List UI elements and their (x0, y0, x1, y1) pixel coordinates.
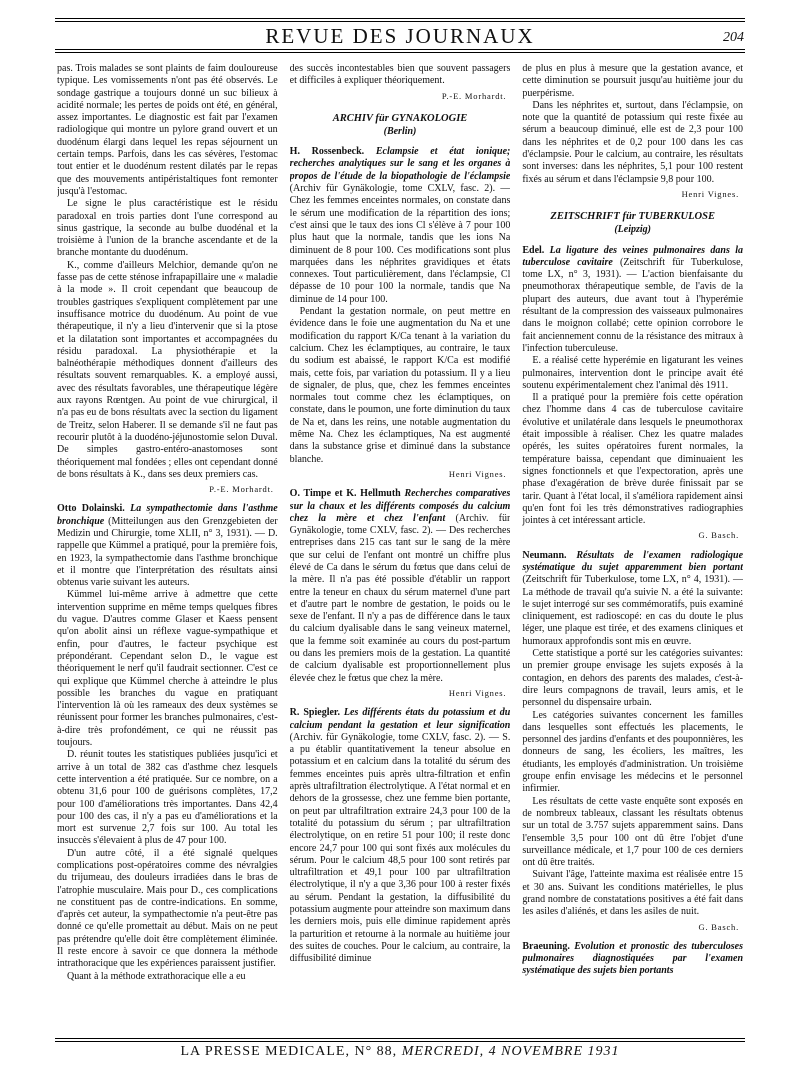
paragraph: D. réunit toutes les statistiques publiées jusqu'ici et arrive à un total de 382 cas d'asthme chez lesquels cette intervention a été pratiquée. Sur ce nombre, on a obtenu 31,6 pour 100 de guérisons complètes, 17,2 pour 100 d'améliorations très importantes. Dans 42,4 pour 100 des cas, il n'y a pas eu d'améliorations et la mort est survenue 2,7 fois sur 100. Au total les insuccès s'élevaient à plus de 47 pour 100. (57, 749, 278, 847)
paragraph: Suivant l'âge, l'atteinte maxima est réalisée entre 15 et 30 ans. Suivant les conditions matérielles, le plus grand nombre de constatations positives a été fait dans les asiles d'aliénés, et dans les asiles de nuit. (522, 869, 743, 918)
article-author: Neumann. (522, 549, 567, 561)
signature: G. Basch. (698, 921, 740, 932)
column-2 (290, 63, 511, 1033)
paragraph: D'un autre côté, il a été signalé quelques complications post-opératoires comme des névralgies du trijumeau, des douleurs irradiées dans le bras de l'atrophie musculaire. Mais pour D., ces complications ne constituent pas de contre-indications. En somme, d'après cet auteur, la sympathectomie n'a peut-être pas donné ce qu'elle promettait au début. Mais on ne peut pas prétendre qu'elle doit être complètement éliminée. Il reste encore à savoir ce que donnera la méthode intrathoracique que les expériences paraissent justifier. (57, 847, 278, 970)
article-body: La méthode de travail qu'a suivie N. a été la suivante: le sujet interrogé sur ses commémoratifs, puis examiné cliniquement, est radioscopé: en cas du doute le plus léger, une plaque est tirée, et des examens cliniques et humoraux approfondis sont mis en œuvre. (522, 586, 743, 647)
article-body: D. rappelle que Kümmel a pratiqué, pour la première fois, en 1923, la sympathectomie dans l'asthme bronchique et il montre que l'interprétation des résultats ainsi obtenus varie suivant les auteurs. (57, 527, 278, 589)
journal-title: REVUE DES JOURNAUX (265, 24, 535, 48)
article-reference: (Archiv. für Gynäkologie, tome CXLV, fasc. 2). — (289, 512, 511, 537)
article-timpe (290, 488, 511, 685)
article-author: Otto Dolainski. (57, 503, 125, 515)
article-reference: (Zeitschrift für Tuberkulose, tome LX, n° 3, 1931). — (522, 256, 743, 281)
footer-rule-2 (55, 1041, 745, 1042)
article-body: Des recherches entreprises dans 215 cas tant sur le sang de la mère que sur celui de l'enfant ont montré un chiffre plus élevé de Ca dans le sérum du fœtus que dans celui de la mère. Il n'a pas été possible d'établir un rapport entre la teneur en chaux du sérum maternel d'une part et d'autre part le nombre de gestation, le poids ou le sexe de l'enfant. Il n'y a pas de différence dans le taux du calcium dyalisable dans le sang veineux maternel, que la femme soit examinée au cours du post-partum ou dans les premiers mois de la gestation. La quantité de calcium dyalisable est proportionnellement plus élevée chez le fœtus que chez la mère. (289, 525, 511, 684)
signature: G. Basch. (698, 530, 740, 541)
article-neumann (522, 550, 743, 648)
article-braeuning (522, 941, 743, 978)
paragraph: E. a réalisé cette hyperémie en ligaturant les veines pulmonaires, intervention dont le principe avait été soutenu expérimentalement chez l'animal dès 1911. (522, 355, 743, 391)
section-city: (Leipzig) (614, 224, 651, 236)
article-title: Eclampsie et état ionique; recherches analytiques sur le sang et les organes à propos de l'étude de la biopathologie de l'éclampsie (289, 146, 511, 182)
header-rule-top (55, 18, 745, 19)
article-body: L'action bienfaisante du pneumothorax thérapeutique semble, de l'avis de la plupart des auteurs, due avant tout à l'hyperémie résultant de la compression des vaisseaux pulmonaires dans le moignon collabé; cette opinion corrobore le fait anciennement connu de la résistance des mitraux à l'infection tuberculeuse. (522, 269, 743, 354)
header-rule-bottom (55, 49, 745, 50)
signature: P.-E. Morhardt. (441, 90, 507, 101)
signature: P.-E. Morhardt. (209, 484, 274, 495)
article-columns (57, 63, 743, 1033)
header-rule-top-2 (55, 21, 745, 22)
article-edel (522, 245, 743, 356)
article-body: Chez les femmes enceintes normales, on constate dans le sérum une modification de la répartition des ions; c'est ainsi que le taux des ions Cl s'élève à 7 pour 100 plus haut que la normale, tandis que les ions Na diminuent de 8 pour 100. Ces modifications sont plus marquées dans les néphrites gravidiques et états connexes. Tout particulièrement, dans l'éclampsie, Cl dépasse de 10 pour 100 la normale, tandis que Na diminue de 14 pour 100. (289, 195, 511, 305)
column-1 (57, 63, 278, 1033)
signature: Henri Vignes. (448, 687, 507, 698)
paragraph: Dans les néphrites et, surtout, dans l'éclampsie, on note que la quantité de potassium qui reste fixée au sérum a beaucoup diminué, elle est de 2,3 pour 100 dans les néphrites et de 0,2 pour 100 dans les cas d'éclampsie. Pour le calcium, au contraire, les résultats sont inverses: dans les néphrites, 5,1 pour 100 restent fixés au sérum et dans l'éclampsie 9,8 pour 100. (522, 99, 743, 185)
article-reference: (Mitteilungen aus den Grenzgebieten der Medizin und Chirurgie, tome XLII, n° 3, 1931). — (57, 515, 278, 539)
article-author: H. Rossenbeck. (289, 146, 365, 158)
paragraph: de plus en plus à mesure que la gestation avance, et cette diminution se poursuit jusqu'au huitième jour du puerpérisme. (522, 63, 743, 99)
article-title: Résultats de l'examen radiologique systématique du sujet apparemment bien portant (522, 549, 743, 573)
signature: Henri Vignes. (448, 468, 507, 479)
footer-journal: LA PRESSE MEDICALE, N° 88, (180, 1044, 398, 1059)
paragraph: Kümmel lui-même arrive à admettre que cette intervention supprime en même temps quelques fibres du vague. D'autres comme Glaser et Kaess pensent qu'on abolit ainsi un réflexe vague-sympathique et enfin, pour d'autres, le facteur psychique est prépondérant. Cependant selon D., le vague est théoriquement le nerf qu'il faudrait sectionner. C'est ce qui explique que Kümmel cherche à atteindre le plus possible les branches du vague en pratiquant l'intervention là où les rameaux des deux systèmes se réunissent pour former les branches pulmonaires, c'est-à-dire très profondément, ce qui ne réussit pas toujours. (57, 589, 278, 749)
paragraph: Le signe le plus caractéristique est le résidu paradoxal en trois parties dont l'une correspond au sinus gastrique, la seconde au bulbe duodénal et la troisième à l'union de la branche ascendante et de la branche montante du duodénum. (57, 198, 278, 259)
footer-line (0, 1044, 800, 1060)
paragraph: Pendant la gestation normale, on peut mettre en évidence dans le foie une augmentation du Na et une modification du rapport K/Ca tenant à la variation du calcium. Chez les éclamptiques, au contraire, le taux du sodium est abaissé, le rapport K/Ca est modifié mais, cette fois, par variation du potassium. Il y a lieu de signaler, de plus, que, chez les femmes enceintes normales tout comme chez les éclamptiques, on constate, dans le poumon, une forte diminution du taux de Na et, dans les reins, une notable augmentation du même Na. Chez les éclamptiques, Na est augmenté dans la substance grise et diminué dans la substance blanche. (289, 306, 511, 465)
section-city: (Berlin) (383, 125, 417, 137)
article-author: Braeuning. (522, 940, 570, 952)
article-title: Recherches comparatives sur la chaux et les différents composés du calcium chez la mère et chez l'enfant (289, 488, 511, 524)
section-title: ZEITSCHRIFT für TUBERKULOSE (550, 211, 715, 223)
article-spiegler (290, 707, 511, 965)
footer-date: MERCREDI, 4 NOVEMBRE 1931 (401, 1044, 620, 1059)
article-title: Les différents états du potassium et du calcium pendant la gestation et leur signification (289, 707, 511, 731)
paragraph: pas. Trois malades se sont plaints de faim douloureuse typique. Les vomissements n'ont pas été observés. Le sondage gastrique a toujours donné un suc bilieux à acidité normale; les pertes de poids ont été, en général, assez importantes. Le diagnostic est fait par l'examen radiologique qui montre un pylore grand ouvert et un duodénum élargi dans lequel les repas séjournent un certain temps. Parfois, dans les cas sévères, l'estomac tout entier et le duodénum restent dilatés par le repas que des mouvements antipéristaltiques font remonter jusqu'à l'estomac. (57, 63, 278, 197)
section-title: ARCHIV für GYNAKOLOGIE (332, 112, 468, 124)
column-3 (522, 63, 743, 1033)
paragraph: K., comme d'ailleurs Melchior, demande qu'on ne fasse pas de cette sténose infrapapillaire une « maladie à la mode ». Il croit cependant que beaucoup de troubles gastriques s'expliquent complètement par une insuffisance motrice du duodénum. Au point de vue thérapeutique, il n'y a lieu d'intervenir que si la ptose et la dilatation sont importantes et accompagnées du résidu paradoxal. La physiothérapie et la balnéothérapie méthodiques donnent d'ailleurs des résultats souvent remarquables. K. a employé aussi, avec des résultats favorables, une thérapeutique légère aux rayons Rœntgen. Au point de vue chirurgical, il n'a pas eu de bons résultats avec la section du ligament de Treitz, selon Haberer. Il se demande s'il ne faut pas recourir plutôt à la duodéno-jéjunostomie selon Duval. De simples gastro-entéro-anastomoses sont théoriquement mal fondées ; elles ont cependant donné de bons résultats à K., dans ses deux premiers cas. (57, 259, 278, 480)
signature: Henri Vignes. (681, 188, 740, 199)
article-title: Evolution et pronostic des tuberculoses pulmonaires diagnostiquées par l'examen systématique des sujets bien portants (522, 940, 743, 977)
article-title: La ligature des veines pulmonaires dans la tuberculose cavitaire (522, 244, 743, 268)
article-dolainski (57, 503, 278, 589)
article-reference: (Zeitschrift für Tuberkulose, tome LX, n° 4, 1931). — (522, 574, 743, 586)
page-number: 204 (723, 30, 744, 45)
paragraph: Les catégories suivantes concernent les familles dans lesquelles sont effectués les placements, le personnel des jardins d'enfants et des pouponnières, les donneurs de sang, les écoliers, les maîtres, les étudiants, les employés d'administration. Un troisième groupe enfin envisage les médecins et le personnel infirmier. (522, 709, 743, 795)
paragraph: Cette statistique a porté sur les catégories suivantes: un premier groupe envisage les sujets exposés à la contagion, en dehors des parents des malades, c'est-à-dire leurs compagnons de travail, leurs amis, et le personnel du dispensaire urbain. (522, 648, 743, 709)
article-author: R. Spiegler. (289, 707, 340, 719)
footer-rule (55, 1038, 745, 1039)
article-author: O. Timpe et K. Hellmuth (289, 488, 401, 500)
paragraph: des succès incontestables bien que souvent passagers et difficiles à expliquer théoriquement. (289, 63, 511, 87)
article-title: La sympathectomie dans l'asthme bronchique (57, 503, 278, 527)
paragraph: Les résultats de cette vaste enquête sont exposés en de nombreux tableaux, classant les résultats obtenus sur un total de 3.757 sujets apparemment sains. Dans l'ensemble 3,5 pour 100 ont dû être l'objet d'une surveillance médicale, et 1,7 pour 100 de ces derniers ont dû être traités. (522, 795, 743, 869)
article-reference: (Archiv für Gynäkologie, tome CXLV, fasc. 2). — (289, 183, 511, 195)
paragraph: Quant à la méthode extrathoracique elle a eu (67, 970, 246, 982)
article-reference: (Archiv. für Gynäkologie, tome CXLV, fasc. 2). — (289, 731, 499, 743)
article-author: Edel. (522, 244, 545, 256)
article-body: S. a pu établir quantitativement la teneur absolue en potassium et en calcium dans la totalité du sérum des femmes enceintes puis après ultra-filtration et enfin après ultrafiltration électrolytique. A l'état normal et en dehors de la grossesse, chez une femme bien portante, on peut par ultrafiltration extraire 24,3 pour 100 de la totalité du potassium du sérum ; par ultrafiltration électrolytique, on en retire 51 pour 100; il reste donc encore 24,7 pour 100 qui sont fixés aux molécules du sérum. Pour le calcium 48,5 pour 100 sont retirés par ultrafiltration et 49,1 pour 100 par ultrafiltration électrolytique, il n'y a que 3,36 pour 100 à rester fixés au sérum. Pendant la gestation, la diffusibilité du potassium augmente pour atteindre son maximum dans les derniers mois, puis elle diminue rapidement après la parturition et retourne à la normale au huitième jour des suites de couches. Pour le calcium, au contraire, la diffusibilité diminue (289, 731, 511, 965)
paragraph: Il a pratiqué pour la première fois cette opération chez l'homme dans 4 cas de tuberculose cavitaire évolutive et unilatérale dans lesquels le pneumothorax était impossible à réaliser. Chez les quatre malades opérés, les suites opératoires furent normales, la température baissa, cependant que diminuaient les signes fonctionnels et que l'expectoration, après une phase d'exagération de brève durée finissait par se tarir. Quant à l'état local, il s'améliora rapidement ainsi qu'en font foi les très démonstratives radiographies jointes à cet intéressant article. (522, 392, 743, 527)
header-rule-bottom-2 (55, 52, 745, 53)
article-rossenbeck (290, 146, 511, 306)
